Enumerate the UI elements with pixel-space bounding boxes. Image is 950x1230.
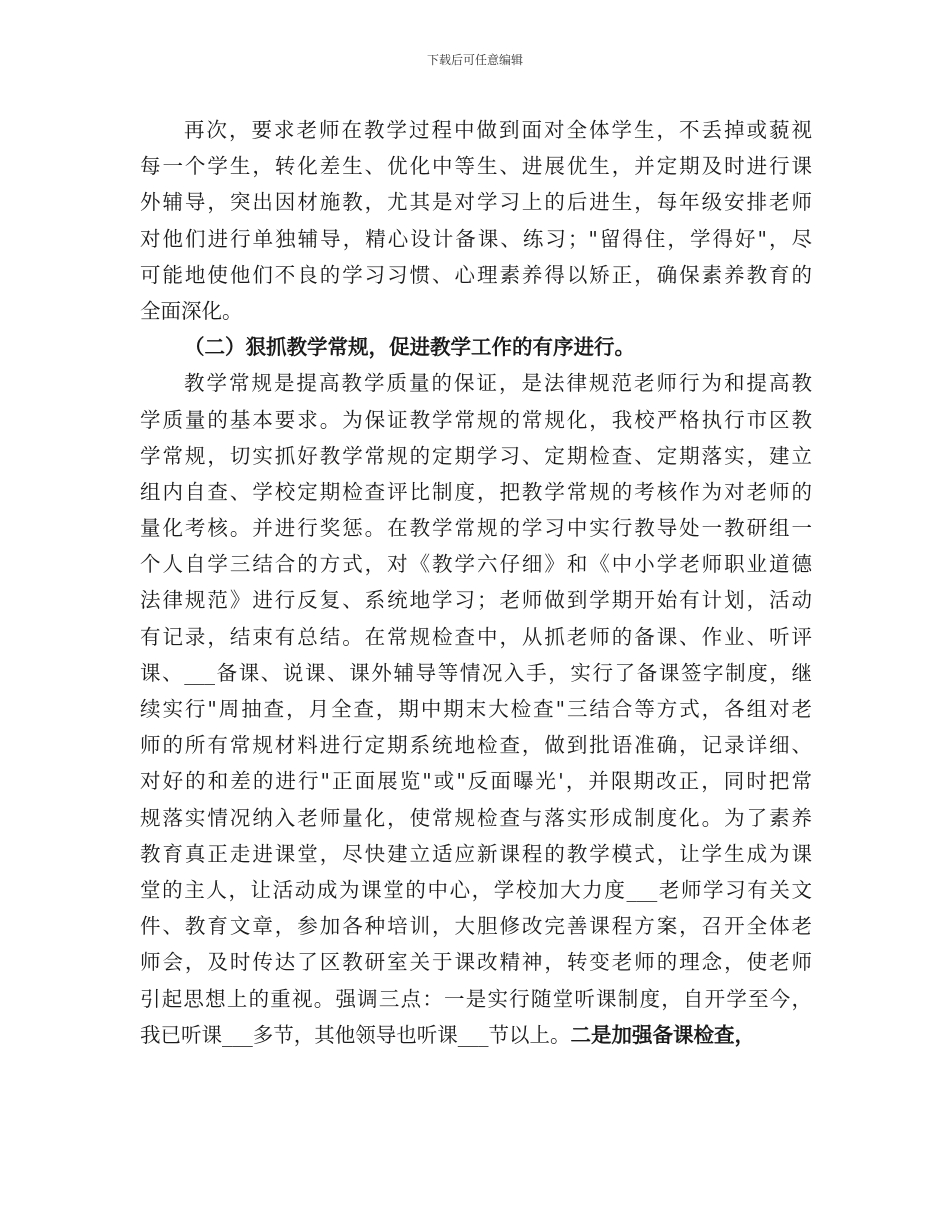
text-line: 可能地使他们不良的学习习惯、心理素养得以矫正，确保素养教育的 (140, 262, 812, 287)
text-line: 续实行"周抽查，月全查，期中期末大检查"三结合等方式，各组对老 (140, 697, 812, 721)
text-line: 有记录，结束有总结。在常规检查中，从抓老师的备课、作业、听评 (140, 624, 812, 649)
text-line (140, 1017, 812, 1053)
section-heading: （二）狠抓教学常规，促进教学工作的有序进行。 (184, 335, 635, 360)
text-line: 引起思想上的重视。强调三点：一是实行随堂听课制度，自开学至今， (140, 986, 812, 1011)
text-line: 规落实情况纳入老师量化，使常规检查与落实形成制度化。为了素养 (140, 805, 812, 830)
body-text (140, 112, 812, 1053)
text-line: 教学常规是提高教学质量的保证，是法律规范老师行为和提高教 (184, 371, 812, 396)
text-line: 学常规，切实抓好教学常规的定期学习、定期检查、定期落实，建立 (140, 443, 812, 468)
text-line: 教育真正走进课堂，尽快建立适应新课程的教学模式，让学生成为课 (140, 841, 812, 866)
text-line: 法律规范》进行反复、系统地学习；老师做到学期开始有计划，活动 (140, 588, 812, 613)
text-line: 堂的主人，让活动成为课堂的中心，学校加大力度___老师学习有关文 (140, 877, 812, 902)
text-line: 个人自学三结合的方式，对《教学六仔细》和《中小学老师职业道德 (140, 552, 812, 577)
text-line: 师的所有常规材料进行定期系统地检查，做到批语准确，记录详细、 (140, 733, 812, 758)
text-line: 师会，及时传达了区教研室关于课改精神，转变老师的理念，使老师 (140, 950, 812, 975)
text-line: 件、教育文章，参加各种培训，大胆修改完善课程方案，召开全体老 (140, 914, 812, 939)
page-header: 下载后可任意编辑 (426, 53, 523, 67)
text-line: 对好的和差的进行"正面展览"或"反面曝光'，并限期改正，同时把常 (140, 769, 812, 794)
text-line: 再次，要求老师在教学过程中做到面对全体学生，不丢掉或藐视 (184, 118, 812, 142)
text-line: 对他们进行单独辅导，精心设计备课、练习；"留得住，学得好"，尽 (140, 226, 812, 251)
text-line: 课、___备课、说课、课外辅导等情况入手，实行了备课签字制度，继 (140, 660, 812, 685)
bold-text-span: 二是加强备课检查， (570, 1022, 755, 1047)
text-line: 每一个学生，转化差生、优化中等生、进展优生，并定期及时进行课 (140, 154, 812, 179)
text-line: 外辅导，突出因材施教，尤其是对学习上的后进生，每年级安排老师 (140, 190, 812, 215)
text-span: 我已听课___多节，其他领导也听课___节以上。 (140, 1022, 571, 1047)
text-line: 全面深化。 (140, 298, 243, 323)
text-line: 组内自查、学校定期检查评比制度，把教学常规的考核作为对老师的 (140, 479, 812, 504)
text-line: 量化考核。并进行奖惩。在教学常规的学习中实行教导处一教研组一 (140, 516, 812, 541)
text-line: 学质量的基本要求。为保证教学常规的常规化，我校严格执行市区教 (140, 407, 812, 432)
